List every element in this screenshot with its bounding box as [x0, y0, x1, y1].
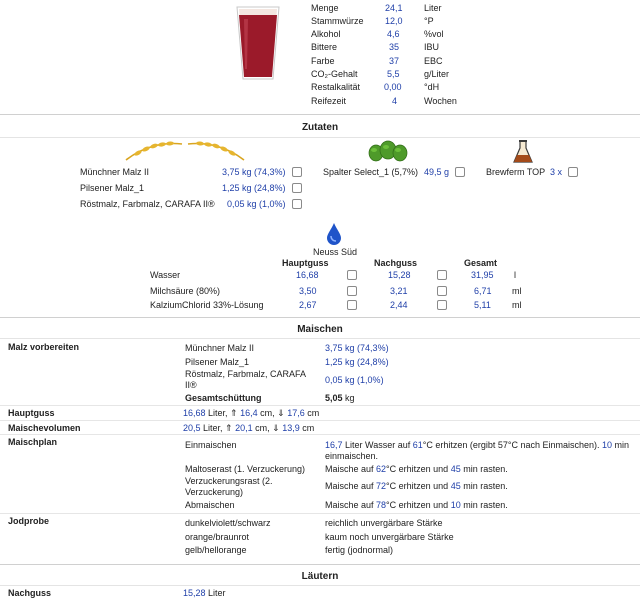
hauptguss-height-2: 17,6	[287, 408, 305, 418]
step-text: °C erhitzen und	[386, 481, 451, 491]
water-row-label: Wasser	[150, 270, 181, 280]
summary-value-reifezeit: 4	[392, 96, 398, 106]
malt-amount: 1,25 kg (24,8%)	[222, 183, 286, 193]
step-value: 78	[376, 500, 387, 510]
divider	[0, 405, 640, 406]
divider	[0, 585, 640, 586]
water-gesamt-value: 31,95	[471, 270, 494, 280]
maischplan-step-desc	[325, 464, 508, 474]
maischevolumen-text-2: cm, ⇓	[255, 423, 280, 433]
water-unit: ml	[512, 286, 522, 296]
yeast-name: Brewferm TOP	[486, 167, 546, 177]
summary-unit-reifezeit: Wochen	[424, 96, 457, 106]
water-nachguss-checkbox[interactable]	[437, 300, 447, 310]
summary-label-reifezeit: Reifezeit	[311, 96, 347, 106]
water-nachguss-value: 3,21	[390, 286, 408, 296]
malt-prep-name: Pilsener Malz_1	[185, 357, 250, 367]
step-value: 62	[376, 464, 387, 474]
maischplan-step-name: Maltoserast (1. Verzuckerung)	[185, 464, 306, 474]
malt-checkbox[interactable]	[292, 199, 302, 209]
summary-unit-restalkalitaet: °dH	[424, 82, 440, 92]
summary-value-restalkalitaet: 0,00	[384, 82, 402, 92]
step-text: Maische auf	[325, 464, 377, 474]
malt-prep-amount-value: 3,75	[325, 343, 343, 353]
step-text: °C erhitzen (ergibt 57°C nach Einmaischen).	[422, 440, 603, 450]
divider	[0, 564, 640, 565]
divider	[0, 420, 640, 421]
summary-label-restalkalitaet: Restalkalität	[311, 82, 361, 92]
hauptguss-text-2: cm, ⇓	[260, 408, 285, 418]
water-row-label: KalziumChlorid 33%-Lösung	[150, 300, 264, 310]
malt-prep-name: Röstmalz, Farbmalz, CARAFA	[185, 369, 307, 379]
malt-prep-amount	[325, 375, 384, 385]
gesamtschuettung-unit: kg	[345, 393, 355, 403]
divider	[0, 338, 640, 339]
section-title-maischen: Maischen	[297, 324, 343, 335]
jodprobe-meaning: kaum noch unvergärbare Stärke	[325, 532, 454, 542]
malz-vorbereiten-label: Malz vorbereiten	[8, 342, 80, 352]
divider	[0, 317, 640, 318]
maischplan-step-desc-cont: einmaischen.	[325, 451, 379, 461]
nachguss-unit: Liter	[208, 588, 226, 598]
malt-prep-amount-detail: kg (24,8%)	[345, 357, 389, 367]
jodprobe-meaning: reichlich unvergärbare Stärke	[325, 518, 443, 528]
water-source: Neuss Süd	[313, 247, 358, 257]
section-title-zutaten: Zutaten	[301, 122, 339, 133]
malt-amount: 3,75 kg (74,3%)	[222, 167, 286, 177]
summary-label-alkohol: Alkohol	[311, 29, 341, 39]
divider	[0, 513, 640, 514]
malt-prep-name-cont: II®	[185, 380, 197, 390]
step-value: 61	[412, 440, 423, 450]
water-hauptguss-checkbox[interactable]	[347, 270, 357, 280]
summary-label-stammwuerze: Stammwürze	[311, 16, 364, 26]
water-unit: l	[514, 270, 516, 280]
hop-amount: 49,5 g	[424, 167, 450, 177]
section-title-laeutern: Läutern	[301, 571, 339, 582]
maischplan-step-name: Abmaischen	[185, 500, 235, 510]
step-text: Liter Wasser auf	[342, 440, 413, 450]
yeast-checkbox[interactable]	[568, 167, 578, 177]
summary-label-bittere: Bittere	[311, 42, 338, 52]
beer-glass-icon	[235, 3, 281, 81]
maischevolumen-text-1: Liter, ⇑	[203, 423, 233, 433]
summary-label-farbe: Farbe	[311, 56, 335, 66]
malt-checkbox[interactable]	[292, 183, 302, 193]
hauptguss-text-1: Liter, ⇑	[208, 408, 238, 418]
water-nachguss-checkbox[interactable]	[437, 286, 447, 296]
summary-label-co2: CO₂-Gehalt	[311, 69, 358, 79]
hops-icon	[367, 139, 409, 165]
gesamtschuettung-amount: 5,05	[325, 393, 343, 403]
hop-checkbox[interactable]	[455, 167, 465, 177]
malt-prep-amount-detail: kg (1,0%)	[345, 375, 384, 385]
summary-unit-bittere: IBU	[424, 42, 440, 52]
hauptguss-height-1: 16,4	[240, 408, 258, 418]
malt-prep-amount-detail: kg (74,3%)	[345, 343, 389, 353]
step-value: 16,7	[325, 440, 343, 450]
malt-name: Pilsener Malz_1	[80, 183, 145, 193]
water-drop-icon	[326, 222, 342, 246]
nachguss-values	[183, 588, 226, 598]
malt-amount: 0,05 kg (1,0%)	[227, 199, 286, 209]
summary-value-bittere: 35	[389, 42, 400, 52]
maischplan-step-name: Verzuckerungsrast (2.	[185, 476, 273, 486]
jodprobe-color: gelb/hellorange	[185, 545, 247, 555]
water-header-gesamt: Gesamt	[464, 258, 498, 268]
hauptguss-liter: 16,68	[183, 408, 206, 418]
maischplan-label: Maischplan	[8, 437, 58, 447]
step-value: 10	[450, 500, 461, 510]
hauptguss-label: Hauptguss	[8, 408, 55, 418]
water-nachguss-checkbox[interactable]	[437, 270, 447, 280]
summary-unit-alkohol: %vol	[424, 29, 444, 39]
step-value: 10	[602, 440, 613, 450]
summary-value-menge: 24,1	[385, 3, 403, 13]
maischplan-step-desc	[325, 500, 508, 510]
jodprobe-color: orange/braunrot	[185, 532, 250, 542]
water-hauptguss-value: 16,68	[296, 270, 319, 280]
summary-value-co2: 5,5	[387, 69, 400, 79]
water-header-nachguss: Nachguss	[374, 258, 418, 268]
nachguss-label: Nachguss	[8, 588, 52, 598]
jodprobe-label: Jodprobe	[8, 516, 50, 526]
divider	[0, 137, 640, 138]
water-header-hauptguss: Hauptguss	[282, 258, 329, 268]
yeast-flask-icon	[512, 139, 534, 165]
step-text: Maische auf	[325, 500, 377, 510]
step-value: 45	[450, 481, 461, 491]
malt-name: Röstmalz, Farbmalz, CARAFA II®	[80, 199, 215, 209]
step-text: min rasten.	[460, 481, 508, 491]
jodprobe-meaning: fertig (jodnormal)	[325, 545, 394, 555]
maischplan-step-name-cont: Verzuckerung)	[185, 487, 244, 497]
divider	[0, 434, 640, 435]
step-text: °C erhitzen und	[386, 500, 451, 510]
summary-unit-farbe: EBC	[424, 56, 443, 66]
malt-prep-amount	[325, 343, 389, 353]
maischevolumen-values	[183, 423, 314, 434]
malt-prep-amount-value: 0,05	[325, 375, 343, 385]
maischplan-step-name: Einmaischen	[185, 440, 237, 450]
summary-value-farbe: 37	[389, 56, 400, 66]
gesamtschuettung-label: Gesamtschüttung	[185, 393, 262, 403]
maischevolumen-liter: 20,5	[183, 423, 201, 433]
water-gesamt-value: 6,71	[474, 286, 492, 296]
nachguss-liter: 15,28	[183, 588, 206, 598]
step-text: min rasten.	[460, 500, 508, 510]
summary-unit-stammwuerze: °P	[424, 16, 434, 26]
step-text: min	[612, 440, 630, 450]
step-value: 45	[450, 464, 461, 474]
step-text: °C erhitzen und	[386, 464, 451, 474]
water-unit: ml	[512, 300, 522, 310]
hauptguss-values	[183, 408, 319, 419]
water-nachguss-value: 2,44	[390, 300, 408, 310]
water-hauptguss-checkbox[interactable]	[347, 286, 357, 296]
hauptguss-text-3: cm	[307, 408, 320, 418]
summary-unit-menge: Liter	[424, 3, 442, 13]
hop-name: Spalter Select_1 (5,7%)	[323, 167, 419, 177]
water-hauptguss-checkbox[interactable]	[347, 300, 357, 310]
step-value: 72	[376, 481, 387, 491]
maischevolumen-height-2: 13,9	[282, 423, 300, 433]
maischplan-step-desc	[325, 481, 508, 491]
maischevolumen-text-3: cm	[302, 423, 315, 433]
malt-prep-amount	[325, 357, 389, 367]
malt-checkbox[interactable]	[292, 167, 302, 177]
summary-label-menge: Menge	[311, 3, 339, 13]
water-hauptguss-value: 3,50	[299, 286, 317, 296]
malt-name: Münchner Malz II	[80, 167, 150, 177]
water-hauptguss-value: 2,67	[299, 300, 317, 310]
malt-prep-name: Münchner Malz II	[185, 343, 255, 353]
malt-prep-amount-value: 1,25	[325, 357, 343, 367]
summary-unit-co2: g/Liter	[424, 69, 450, 79]
step-text: Maische auf	[325, 481, 377, 491]
water-nachguss-value: 15,28	[388, 270, 411, 280]
maischplan-step-desc	[325, 440, 629, 450]
yeast-amount: 3 x	[550, 167, 563, 177]
maischevolumen-height-1: 20,1	[235, 423, 253, 433]
water-row-label: Milchsäure (80%)	[150, 286, 221, 296]
step-text: min rasten.	[460, 464, 508, 474]
maischevolumen-label: Maischevolumen	[8, 423, 81, 433]
summary-value-stammwuerze: 12,0	[385, 16, 403, 26]
divider	[0, 114, 640, 115]
wheat-icon	[124, 138, 246, 164]
gesamtschuettung-value	[325, 393, 355, 403]
water-gesamt-value: 5,11	[474, 300, 491, 310]
jodprobe-color: dunkelviolett/schwarz	[185, 518, 271, 528]
summary-value-alkohol: 4,6	[387, 29, 400, 39]
